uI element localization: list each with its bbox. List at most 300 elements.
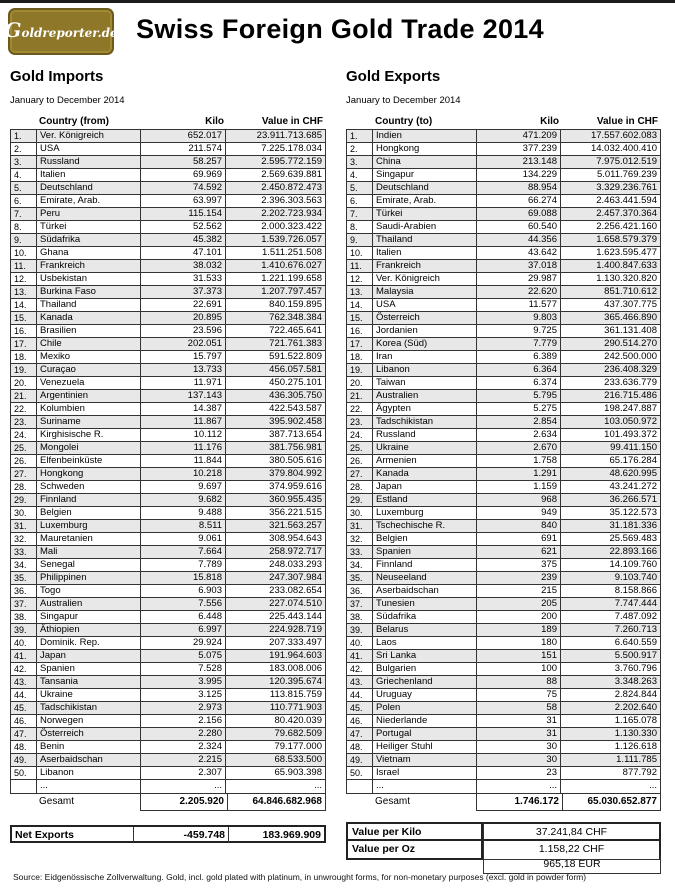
rank-cell: 20. <box>347 377 373 389</box>
table-row <box>347 507 660 520</box>
table-row <box>347 195 660 208</box>
rank-cell: 26. <box>347 455 373 467</box>
country-cell: Türkei <box>37 221 141 233</box>
value-cell: 3.348.263 <box>614 676 657 687</box>
country-cell: Australien <box>373 390 477 402</box>
table-row <box>11 416 325 429</box>
kilo-cell: 7.556 <box>141 598 226 610</box>
table-row <box>347 312 660 325</box>
country-cell: Türkei <box>373 208 477 220</box>
table-row <box>11 676 325 689</box>
kilo-cell: 8.511 <box>141 520 226 532</box>
rank-cell: 42. <box>11 663 37 675</box>
kilo-cell: 30 <box>477 741 561 753</box>
country-cell: Tunesien <box>373 598 477 610</box>
rank-cell: 34. <box>347 559 373 571</box>
kilo-cell: 202.051 <box>141 338 226 350</box>
rank-cell: 5. <box>11 182 37 194</box>
kilo-cell: 10.218 <box>141 468 226 480</box>
rank-cell: 17. <box>11 338 37 350</box>
table-row <box>347 169 660 182</box>
table-row <box>347 390 660 403</box>
country-cell: Curaçao <box>37 364 141 376</box>
kilo-cell: 652.017 <box>141 130 226 142</box>
country-cell: Korea (Süd) <box>373 338 477 350</box>
value-cell: 103.050.972 <box>604 416 657 427</box>
kilo-header: Kilo <box>540 116 559 127</box>
rank-cell: 28. <box>11 481 37 493</box>
country-cell: Taiwan <box>373 377 477 389</box>
kilo-header: Kilo <box>205 116 224 127</box>
rank-cell: 8. <box>347 221 373 233</box>
country-cell: Schweden <box>37 481 141 493</box>
value-cell: 422.543.587 <box>269 403 322 414</box>
country-cell: Deutschland <box>37 182 141 194</box>
kilo-cell: 6.448 <box>141 611 226 623</box>
kilo-cell: ... <box>141 780 226 793</box>
rank-cell: 7. <box>347 208 373 220</box>
kilo-cell: 840 <box>477 520 561 532</box>
value-per-oz-value: 1.158,22 CHF <box>483 839 661 860</box>
table-row <box>11 585 325 598</box>
value-cell: 1.221.199.658 <box>261 273 322 284</box>
table-row <box>11 728 325 741</box>
rank-cell: 32. <box>347 533 373 545</box>
table-row <box>11 351 325 364</box>
rank-cell: 49. <box>11 754 37 766</box>
rank-cell: 19. <box>347 364 373 376</box>
table-row <box>347 676 660 689</box>
value-cell: 227.074.510 <box>269 598 322 609</box>
rank-cell: 15. <box>11 312 37 324</box>
rank-cell: 37. <box>11 598 37 610</box>
value-cell: 2.450.872.473 <box>261 182 322 193</box>
table-row <box>347 585 660 598</box>
unit-value-box <box>346 822 661 873</box>
table-row <box>347 663 660 676</box>
value-cell: 48.620.995 <box>609 468 657 479</box>
table-row <box>347 325 660 338</box>
value-per-oz-eur-value: 965,18 EUR <box>483 856 661 874</box>
country-cell: Bulgarien <box>373 663 477 675</box>
value-per-oz-eur-row <box>346 856 661 873</box>
country-cell: Saudi-Arabien <box>373 221 477 233</box>
country-cell: Mongolei <box>37 442 141 454</box>
value-cell: 308.954.643 <box>269 533 322 544</box>
rank-cell: 11. <box>347 260 373 272</box>
country-cell: Usbekistan <box>37 273 141 285</box>
table-row <box>347 273 660 286</box>
rank-header <box>10 114 36 129</box>
value-cell: 65.176.284 <box>609 455 657 466</box>
value-cell: 9.103.740 <box>614 572 657 583</box>
table-row <box>347 494 660 507</box>
value-cell: 14.032.400.410 <box>590 143 657 154</box>
table-row <box>11 754 325 767</box>
country-cell: Dominik. Rep. <box>37 637 141 649</box>
imports-total-row <box>10 794 326 810</box>
rank-cell: 41. <box>347 650 373 662</box>
kilo-cell: 20.895 <box>141 312 226 324</box>
table-row <box>11 299 325 312</box>
country-cell: Kolumbien <box>37 403 141 415</box>
country-cell: Belgien <box>37 507 141 519</box>
kilo-cell: 2.307 <box>141 767 226 779</box>
rank-cell: 42. <box>347 663 373 675</box>
country-cell: Ver. Königreich <box>37 130 141 142</box>
country-cell: Niederlande <box>373 715 477 727</box>
table-row <box>347 429 660 442</box>
value-cell: 2.202.723.934 <box>261 208 322 219</box>
total-value: 64.846.682.968 <box>227 794 326 811</box>
table-row <box>347 130 660 143</box>
value-cell: 6.640.559 <box>614 637 657 648</box>
kilo-cell: 2.215 <box>141 754 226 766</box>
rank-cell: 4. <box>11 169 37 181</box>
value-cell: 79.177.000 <box>274 741 322 752</box>
rank-cell: 4. <box>347 169 373 181</box>
rank-cell: 22. <box>347 403 373 415</box>
rank-header <box>346 114 372 129</box>
value-cell: 101.493.372 <box>604 429 657 440</box>
rank-cell: 43. <box>347 676 373 688</box>
table-row <box>11 494 325 507</box>
rank-cell: 40. <box>11 637 37 649</box>
rank-cell: 12. <box>11 273 37 285</box>
country-cell: Äthiopien <box>37 624 141 636</box>
rank-cell: 11. <box>11 260 37 272</box>
value-cell: 1.130.320.820 <box>596 273 657 284</box>
value-cell: 2.256.421.160 <box>596 221 657 232</box>
value-cell: 207.333.497 <box>269 637 322 648</box>
table-row <box>11 247 325 260</box>
table-row <box>347 728 660 741</box>
table-row <box>11 481 325 494</box>
table-row <box>11 377 325 390</box>
kilo-cell: 13.733 <box>141 364 226 376</box>
exports-total-row <box>346 794 661 810</box>
rank-cell: 38. <box>347 611 373 623</box>
rank-cell: 21. <box>11 390 37 402</box>
rank-cell: 18. <box>347 351 373 363</box>
country-cell: Japan <box>373 481 477 493</box>
table-row <box>347 572 660 585</box>
rank-cell: 50. <box>11 767 37 779</box>
value-per-kilo-label: Value per Kilo <box>346 822 483 841</box>
table-row <box>347 364 660 377</box>
country-cell: Deutschland <box>373 182 477 194</box>
table-row <box>11 130 325 143</box>
value-cell: 877.792 <box>622 767 657 778</box>
value-cell: 1.130.330 <box>614 728 657 739</box>
table-row <box>347 286 660 299</box>
country-cell: Österreich <box>373 312 477 324</box>
value-cell: 5.500.917 <box>614 650 657 661</box>
rank-cell: 24. <box>11 429 37 441</box>
table-row <box>347 442 660 455</box>
kilo-cell: 213.148 <box>477 156 561 168</box>
total-kilo: 2.205.920 <box>140 794 227 811</box>
rank-cell: 23. <box>347 416 373 428</box>
rank-cell: 20. <box>11 377 37 389</box>
kilo-cell: 5.795 <box>477 390 561 402</box>
value-cell: 2.202.640 <box>614 702 657 713</box>
rank-cell: 2. <box>11 143 37 155</box>
kilo-cell: 58 <box>477 702 561 714</box>
value-cell: 198.247.887 <box>604 403 657 414</box>
kilo-cell: 2.156 <box>141 715 226 727</box>
value-cell: 2.000.323.422 <box>261 221 322 232</box>
kilo-cell: 205 <box>477 598 561 610</box>
country-cell: Russland <box>37 156 141 168</box>
country-cell: Hongkong <box>373 143 477 155</box>
country-cell: Senegal <box>37 559 141 571</box>
kilo-cell: ... <box>477 780 561 793</box>
country-cell: Estland <box>373 494 477 506</box>
table-row <box>11 559 325 572</box>
rank-cell: 13. <box>347 286 373 298</box>
value-cell: 591.522.809 <box>269 351 322 362</box>
value-cell: 183.008.006 <box>269 663 322 674</box>
value-cell: 23.911.713.685 <box>256 130 322 141</box>
goldreporter-logo <box>4 8 118 55</box>
kilo-cell: 200 <box>477 611 561 623</box>
value-header: Value in CHF <box>596 116 658 127</box>
country-cell: Belgien <box>373 533 477 545</box>
table-row <box>11 429 325 442</box>
rank-cell: 17. <box>347 338 373 350</box>
kilo-cell: 151 <box>477 650 561 662</box>
country-cell: Heiliger Stuhl <box>373 741 477 753</box>
logo-text: Goldreporter.de <box>4 18 118 42</box>
rank-cell: 2. <box>347 143 373 155</box>
kilo-cell: 6.903 <box>141 585 226 597</box>
kilo-cell: 75 <box>477 689 561 701</box>
country-cell: Libanon <box>373 364 477 376</box>
rank-cell: 34. <box>11 559 37 571</box>
table-row <box>347 299 660 312</box>
country-cell: Italien <box>373 247 477 259</box>
country-cell: Togo <box>37 585 141 597</box>
rank-cell: 9. <box>347 234 373 246</box>
country-cell: Frankreich <box>373 260 477 272</box>
rank-cell: 27. <box>11 468 37 480</box>
rank-cell: 40. <box>347 637 373 649</box>
kilo-cell: 7.528 <box>141 663 226 675</box>
value-cell: 233.082.654 <box>269 585 322 596</box>
rank-cell: 46. <box>11 715 37 727</box>
country-cell: China <box>373 156 477 168</box>
kilo-cell: 1.291 <box>477 468 561 480</box>
table-row <box>347 767 660 780</box>
country-cell: Kanada <box>37 312 141 324</box>
country-cell: Ghana <box>37 247 141 259</box>
country-cell: Armenien <box>373 455 477 467</box>
value-cell: 7.225.178.034 <box>261 143 322 154</box>
table-row <box>347 351 660 364</box>
rank-cell: 12. <box>347 273 373 285</box>
ellipsis-row <box>347 780 660 793</box>
value-cell: 225.443.144 <box>269 611 322 622</box>
kilo-cell: 9.803 <box>477 312 561 324</box>
rank-cell: 5. <box>347 182 373 194</box>
table-row <box>11 195 325 208</box>
value-cell: 7.975.012.519 <box>596 156 657 167</box>
value-cell: 224.928.719 <box>269 624 322 635</box>
kilo-cell: 15.797 <box>141 351 226 363</box>
table-row <box>11 364 325 377</box>
value-cell: 35.122.573 <box>609 507 657 518</box>
table-row <box>347 546 660 559</box>
rank-cell: 13. <box>11 286 37 298</box>
rank-cell: 36. <box>347 585 373 597</box>
table-row <box>347 650 660 663</box>
kilo-cell: 47.101 <box>141 247 226 259</box>
value-cell: 1.400.847.633 <box>596 260 657 271</box>
country-header: Country (from) <box>39 116 109 127</box>
rank-cell: 31. <box>11 520 37 532</box>
value-cell: 8.158.866 <box>614 585 657 596</box>
table-row <box>347 559 660 572</box>
table-row <box>11 702 325 715</box>
country-cell: Finnland <box>373 559 477 571</box>
table-row <box>347 689 660 702</box>
kilo-cell: 6.364 <box>477 364 561 376</box>
value-cell: 113.815.759 <box>269 689 322 700</box>
table-row <box>11 689 325 702</box>
country-cell: Aserbaidschan <box>373 585 477 597</box>
value-cell: 851.710.612 <box>604 286 657 297</box>
kilo-cell: 38.032 <box>141 260 226 272</box>
imports-title: Gold Imports <box>10 68 104 85</box>
value-cell: 191.964.603 <box>269 650 322 661</box>
value-cell: 2.595.772.159 <box>261 156 322 167</box>
kilo-cell: 9.061 <box>141 533 226 545</box>
kilo-cell: 3.125 <box>141 689 226 701</box>
table-row <box>347 260 660 273</box>
value-cell: 7.747.444 <box>614 598 657 609</box>
rank-cell: 3. <box>11 156 37 168</box>
country-cell: Philippinen <box>37 572 141 584</box>
value-cell: 762.348.384 <box>269 312 322 323</box>
kilo-cell: 100 <box>477 663 561 675</box>
rank-cell: 45. <box>347 702 373 714</box>
kilo-cell: 88.954 <box>477 182 561 194</box>
rank-cell: 26. <box>11 455 37 467</box>
table-row <box>11 390 325 403</box>
value-cell: 5.011.769.239 <box>596 169 657 180</box>
country-cell: ... <box>373 780 477 793</box>
value-cell: 1.207.797.457 <box>261 286 322 297</box>
kilo-cell: 189 <box>477 624 561 636</box>
value-cell: 17.557.602.083 <box>590 130 657 141</box>
table-row <box>11 234 325 247</box>
country-cell: Mexiko <box>37 351 141 363</box>
country-cell: Iran <box>373 351 477 363</box>
net-exports-label: Net Exports <box>15 829 74 841</box>
rank-cell: 36. <box>11 585 37 597</box>
rank-cell: 50. <box>347 767 373 779</box>
rank-cell: 29. <box>347 494 373 506</box>
kilo-cell: 6.374 <box>477 377 561 389</box>
value-cell: 1.539.726.057 <box>261 234 322 245</box>
value-cell: 43.241.272 <box>609 481 657 492</box>
country-cell: Italien <box>37 169 141 181</box>
country-cell: Burkina Faso <box>37 286 141 298</box>
value-cell: 2.463.441.594 <box>596 195 657 206</box>
table-row <box>11 533 325 546</box>
table-row <box>11 572 325 585</box>
country-cell: Tadschikistan <box>37 702 141 714</box>
value-per-kilo-value: 37.241,84 CHF <box>483 822 661 841</box>
value-per-oz-label: Value per Oz <box>346 839 483 860</box>
value-cell: 374.959.616 <box>269 481 322 492</box>
country-cell: Belarus <box>373 624 477 636</box>
value-cell: 721.761.383 <box>269 338 322 349</box>
table-row <box>11 546 325 559</box>
net-exports-kilo: -459.748 <box>133 827 229 843</box>
exports-subtitle: January to December 2014 <box>346 95 461 106</box>
rank-cell: 48. <box>11 741 37 753</box>
value-cell: 290.514.270 <box>604 338 657 349</box>
kilo-cell: 23 <box>477 767 561 779</box>
rank-cell: 19. <box>11 364 37 376</box>
kilo-cell: 69.969 <box>141 169 226 181</box>
value-cell: 14.109.760 <box>609 559 657 570</box>
value-header: Value in CHF <box>261 116 323 127</box>
rank-cell: 25. <box>347 442 373 454</box>
table-row <box>347 754 660 767</box>
rank-cell: 49. <box>347 754 373 766</box>
rank-cell: 32. <box>11 533 37 545</box>
kilo-cell: 6.997 <box>141 624 226 636</box>
imports-section <box>10 68 326 843</box>
rank-cell: 25. <box>11 442 37 454</box>
value-cell: 321.563.257 <box>269 520 322 531</box>
kilo-cell: 949 <box>477 507 561 519</box>
table-row <box>11 520 325 533</box>
country-cell: Emirate, Arab. <box>37 195 141 207</box>
kilo-cell: 9.488 <box>141 507 226 519</box>
kilo-cell: 22.691 <box>141 299 226 311</box>
table-row <box>347 637 660 650</box>
rank-cell: 30. <box>11 507 37 519</box>
page-title: Swiss Foreign Gold Trade 2014 <box>136 14 544 44</box>
table-row <box>347 702 660 715</box>
kilo-cell: 23.596 <box>141 325 226 337</box>
value-cell: ... <box>314 780 322 791</box>
country-cell: Südafrika <box>37 234 141 246</box>
table-row <box>11 169 325 182</box>
value-cell: 236.408.329 <box>604 364 657 375</box>
value-cell: 68.533.500 <box>274 754 322 765</box>
rank-cell: 35. <box>11 572 37 584</box>
country-cell: Malaysia <box>373 286 477 298</box>
value-cell: 120.395.674 <box>269 676 322 687</box>
kilo-cell: 7.779 <box>477 338 561 350</box>
value-cell: 2.457.370.364 <box>596 208 657 219</box>
value-cell: 1.165.078 <box>614 715 657 726</box>
kilo-cell: 211.574 <box>141 143 226 155</box>
country-cell: Hongkong <box>37 468 141 480</box>
table-row <box>347 182 660 195</box>
kilo-cell: 31.533 <box>141 273 226 285</box>
rank-cell: 14. <box>11 299 37 311</box>
rank-cell: 1. <box>11 130 37 142</box>
total-value: 65.030.652.877 <box>562 794 661 811</box>
kilo-cell: 2.670 <box>477 442 561 454</box>
table-row <box>11 767 325 780</box>
